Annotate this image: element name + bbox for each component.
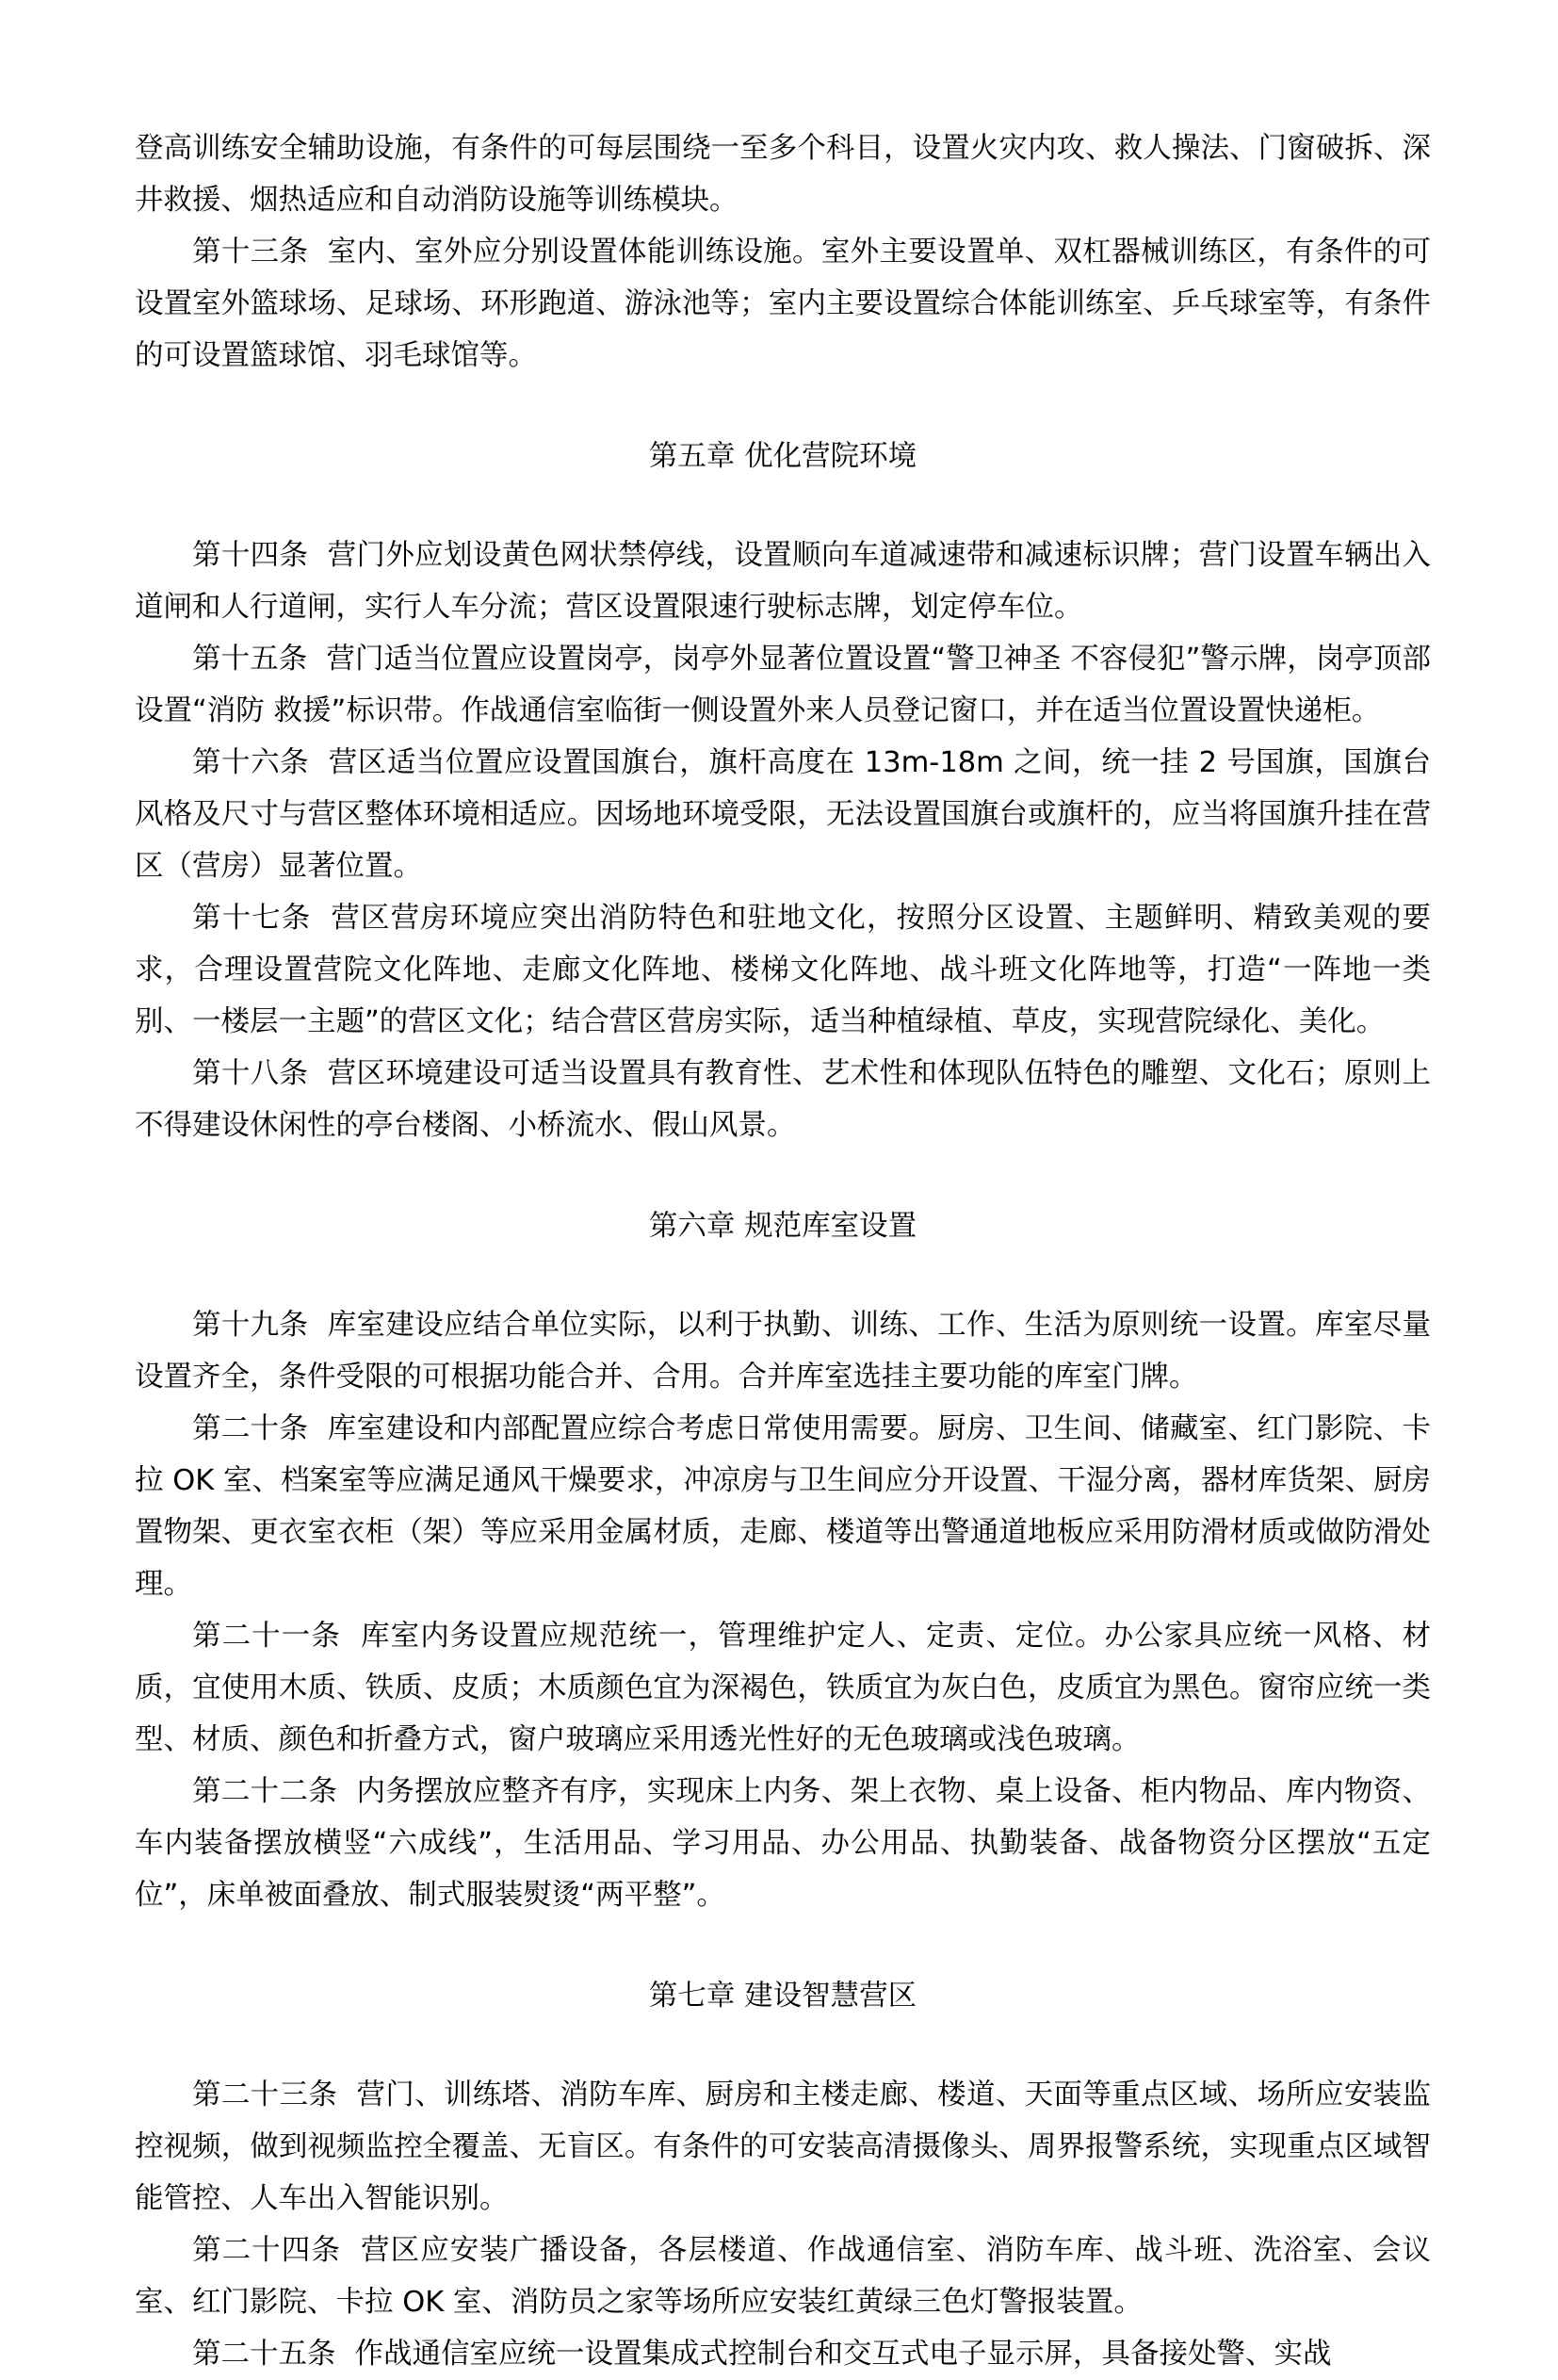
article-25 xyxy=(135,2328,1431,2380)
article-20-text: 库室建设和内部配置应综合考虑日常使用需要。厨房、卫生间、储藏室、红门影院、卡拉 OK 室、档案室等应满足通风干燥要求，冲凉房与卫生间应分开设置、干湿分离，器材库货架、厨房置物架、更衣室衣柜（架）等应采用金属材质，走廊、楼道等出警通道地板应采用防滑材质或做防滑处理。 xyxy=(135,1412,1432,1601)
article-21-number: 第二十一条 xyxy=(192,1620,341,1653)
article-13-text: 室内、室外应分别设置体能训练设施。室外主要设置单、双杠器械训练区，有条件的可设置室外篮球场、足球场、环形跑道、游泳池等；室内主要设置综合体能训练室、乒乓球室等，有条件的可设置篮球馆、羽毛球馆等。 xyxy=(135,236,1432,372)
article-17-number: 第十七条 xyxy=(192,902,312,935)
chapter-heading-7: 第七章 建设智慧营区 xyxy=(648,1980,917,2013)
article-24-number: 第二十四条 xyxy=(192,2234,341,2267)
paragraph-continued: 登高训练安全辅助设施，有条件的可每层围绕一至多个科目，设置火灾内攻、救人操法、门窗破拆、深井救援、烟热适应和自动消防设施等训练模块。 xyxy=(135,132,1431,217)
article-20 xyxy=(135,1403,1431,1610)
article-16 xyxy=(135,737,1431,892)
article-19-number: 第十九条 xyxy=(192,1309,309,1342)
article-15-number: 第十五条 xyxy=(192,643,308,676)
article-21-text: 库室内务设置应规范统一，管理维护定人、定责、定位。办公家具应统一风格、材质，宜使用木质、铁质、皮质；木质颜色宜为深褐色，铁质宜为灰白色，皮质宜为黑色。窗帘应统一类型、材质、颜色和折叠方式，窗户玻璃应采用透光性好的无色玻璃或浅色玻璃。 xyxy=(135,1620,1432,1756)
article-18-number: 第十八条 xyxy=(192,1057,309,1090)
article-17-text: 营区营房环境应突出消防特色和驻地文化，按照分区设置、主题鲜明、精致美观的要求，合理设置营院文化阵地、走廊文化阵地、楼梯文化阵地、战斗班文化阵地等，打造“一阵地一类别、一楼层一主题”的营区文化；结合营区营房实际，适当种植绿植、草皮，实现营院绿化、美化。 xyxy=(135,902,1431,1038)
article-13 xyxy=(135,226,1431,382)
article-14-text: 营门外应划设黄色网状禁停线，设置顺向车道减速带和减速标识牌；营门设置车辆出入道闸和人行道闸，实行人车分流；营区设置限速行驶标志牌，划定停车位。 xyxy=(135,539,1432,624)
article-15-text: 营门适当位置应设置岗亭，岗亭外显著位置设置“警卫神圣 不容侵犯”警示牌，岗亭顶部设置“消防 救援”标识带。作战通信室临街一侧设置外来人员登记窗口，并在适当位置设置快递柜。 xyxy=(135,643,1432,727)
article-22-number: 第二十二条 xyxy=(192,1775,338,1808)
article-25-text: 作战通信室应统一设置集成式控制台和交互式电子显示屏，具备接处警、实战 xyxy=(354,2338,1332,2371)
article-18 xyxy=(135,1048,1431,1151)
article-23-text: 营门、训练塔、消防车库、厨房和主楼走廊、楼道、天面等重点区域、场所应安装监控视频，做到视频监控全覆盖、无盲区。有条件的可安装高清摄像头、周界报警系统，实现重点区域智能管控、人车出入智能识别。 xyxy=(135,2078,1432,2215)
chapter-6-spacer-top xyxy=(135,1151,1431,1200)
chapter-5-spacer-bottom xyxy=(135,482,1431,530)
article-24 xyxy=(135,2225,1431,2328)
article-14 xyxy=(135,530,1431,633)
article-25-number: 第二十五条 xyxy=(192,2338,336,2371)
article-16-number: 第十六条 xyxy=(192,746,310,779)
chapter-5-spacer-top xyxy=(135,382,1431,431)
chapter-7-spacer-bottom xyxy=(135,2022,1431,2069)
article-16-text: 营区适当位置应设置国旗台，旗杆高度在 13m-18m 之间，统一挂 2 号国旗，国旗台风格及尺寸与营区整体环境相适应。因场地环境受限，无法设置国旗台或旗杆的，应当将国旗升挂在营区（营房）显著位置。 xyxy=(135,746,1432,883)
chapter-6-spacer-bottom xyxy=(135,1252,1431,1299)
chapter-7-spacer-top xyxy=(135,1921,1431,1970)
article-22-text: 内务摆放应整齐有序，实现床上内务、架上衣物、桌上设备、柜内物品、库内物资、车内装备摆放横竖“六成线”，生活用品、学习用品、办公用品、执勤装备、战备物资分区摆放“五定位”，床单被面叠放、制式服装熨烫“两平整”。 xyxy=(135,1775,1432,1912)
article-24-text: 营区应安装广播设备，各层楼道、作战通信室、消防车库、战斗班、洗浴室、会议室、红门影院、卡拉 OK 室、消防员之家等场所应安装红黄绿三色灯警报装置。 xyxy=(135,2234,1432,2319)
article-17 xyxy=(135,892,1431,1048)
article-13-number: 第十三条 xyxy=(192,236,309,269)
article-19 xyxy=(135,1299,1431,1403)
document-body xyxy=(135,122,1431,2380)
article-22 xyxy=(135,1766,1431,1921)
article-14-number: 第十四条 xyxy=(192,539,309,572)
article-15 xyxy=(135,633,1431,737)
article-20-number: 第二十条 xyxy=(192,1412,309,1445)
chapter-heading-5: 第五章 优化营院环境 xyxy=(648,440,917,473)
article-23-number: 第二十三条 xyxy=(192,2078,338,2111)
article-21 xyxy=(135,1610,1431,1766)
article-19-text: 库室建设应结合单位实际，以利于执勤、训练、工作、生活为原则统一设置。库室尽量设置齐全，条件受限的可根据功能合并、合用。合并库室选挂主要功能的库室门牌。 xyxy=(135,1309,1432,1394)
article-18-text: 营区环境建设可适当设置具有教育性、艺术性和体现队伍特色的雕塑、文化石；原则上不得建设休闲性的亭台楼阁、小桥流水、假山风景。 xyxy=(135,1057,1432,1142)
chapter-heading-6: 第六章 规范库室设置 xyxy=(648,1210,917,1243)
article-23 xyxy=(135,2069,1431,2225)
